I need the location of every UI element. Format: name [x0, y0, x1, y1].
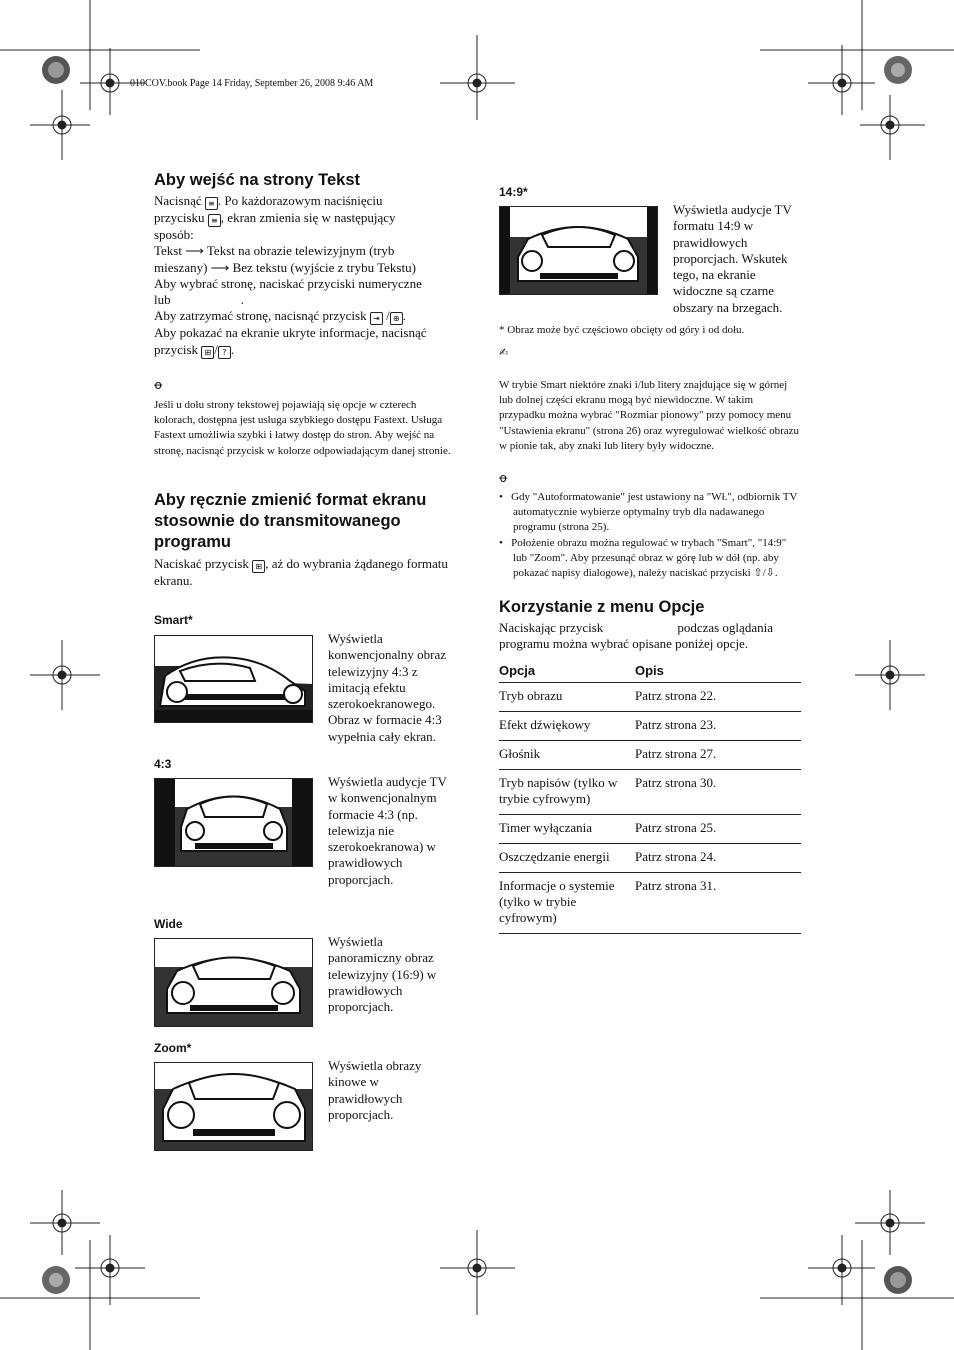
tips-list: [499, 490, 801, 581]
options-intro: Naciskając przycisk podczas oglądania programu można wybrać opisane poniżej opcje.: [499, 620, 773, 652]
wide-image: [154, 938, 313, 1027]
zoom-desc: Wyświetla obrazy kinowe w prawidłowych proporcjach.: [328, 1058, 422, 1122]
smart-image: [154, 635, 313, 723]
format-43-image: [154, 778, 313, 867]
tip-icon: ꝋ: [154, 378, 163, 392]
tip-bullet: • Położenie obrazu można regulować w trybach "Smart", "14:9" lub "Zoom". Aby przesunąć obraz w górę lub w dół (np. aby pokazać napisy dialogowe), należy naciskać przyciski ⇧/⇩.: [499, 536, 787, 580]
zoom-image: [154, 1062, 313, 1151]
format-149-image: [499, 206, 658, 295]
wide-label: Wide: [154, 917, 183, 931]
tip-icon: ꝋ: [499, 471, 508, 485]
format-149-label: 14:9*: [499, 185, 528, 199]
down-arrow-icon: ⇩: [765, 567, 775, 580]
format-43-desc: Wyświetla audycje TV w konwencjonalnym formacie 4:3 (np. telewizja nie szerokoekranowa) w prawidłowych proporcjach.: [328, 774, 447, 887]
arrow-right-icon: ⟶: [210, 259, 230, 275]
table-header-row: [499, 660, 801, 683]
zoom-label: Zoom*: [154, 1041, 192, 1055]
option-name: Efekt dźwiękowy: [499, 712, 635, 741]
option-name: Timer wyłączania: [499, 815, 635, 844]
footnote: * Obraz może być częściowo obcięty od góry i od dołu.: [499, 324, 745, 336]
text-button-icon: ≡: [208, 214, 221, 227]
fastext-tip: Jeśli u dołu strony tekstowej pojawiają się opcje w czterech kolorach, dostępna jest usługa szybkiego dostępu Fastext. Usługa Fastext umożliwia szybki i łatwy dostęp do stron. Aby wejść na stronę, nacisnąć przycisk w kolorze odpowiadającym danej stronie.: [154, 399, 451, 457]
smart-desc: Wyświetla konwencjonalny obraz telewizyjny 4:3 z imitacją efektu szerokoekranowego. Obraz w formacie 4:3 wypełnia cały ekran.: [328, 631, 447, 744]
options-heading: Korzystanie z menu Opcje: [499, 598, 705, 616]
format-heading: Aby ręcznie zmienić format ekranu stosownie do transmitowanego programu: [154, 491, 427, 551]
note-icon: ✍: [499, 346, 509, 359]
option-desc: Patrz strona 31.: [635, 873, 801, 934]
table-row: [499, 770, 801, 815]
table-row: [499, 741, 801, 770]
option-desc: Patrz strona 30.: [635, 770, 801, 815]
format-149-desc: Wyświetla audycje TV formatu 14:9 w prawidłowych proporcjach. Wskutek tego, na ekranie widoczne są czarne obszary na brzegach.: [673, 202, 792, 315]
option-desc: Patrz strona 25.: [635, 815, 801, 844]
table-row: [499, 712, 801, 741]
option-desc: Patrz strona 24.: [635, 844, 801, 873]
table-row: [499, 844, 801, 873]
option-desc: Patrz strona 23.: [635, 712, 801, 741]
options-table: [499, 660, 801, 934]
option-name: Informacje o systemie (tylko w trybie cyfrowym): [499, 873, 635, 934]
smart-mode-note: W trybie Smart niektóre znaki i/lub litery znajdujące się w górnej lub dolnej części ekranu mogą być niewidoczne. W takim przypadku można wybrać "Rozmiar pionowy" przy pomocy menu "Ustawienia ekranu" (strona 26) oraz wyregulować wielkość obrazu w pionie tak, aby znaki lub litery były widoczne.: [499, 379, 800, 452]
table-row: [499, 815, 801, 844]
wide-mode-icon: ⊞: [252, 560, 265, 573]
reveal-button-icon-alt: ?: [218, 346, 231, 359]
option-desc: Patrz strona 27.: [635, 741, 801, 770]
option-name: Głośnik: [499, 741, 635, 770]
format-instruction: Naciskać przycisk ⊞ , aż do wybrania żądanego formatu ekranu.: [154, 556, 448, 588]
hold-button-icon: ⇥: [370, 312, 383, 325]
hold-button-icon-alt: ⊕: [390, 312, 403, 325]
text-instructions: Nacisnąć ≡ . Po każdorazowym naciśnięciu przycisku ≡ , ekran zmienia się w następujący sposób: Tekst ⟶ Tekst na obrazie telewizyjnym (tryb mieszany) ⟶ Bez tekstu (wyjście z trybu Tekstu) Aby wybrać stronę, naciskać przyciski numeryczne lub . Aby zatrzymać stronę, nacisnąć przycisk ⇥ / ⊕ . Aby pokazać na ekranie ukryte informacje, nacisnąć przycisk ⊞ / ? .: [154, 193, 427, 357]
wide-desc: Wyświetla panoramiczny obraz telewizyjny (16:9) w prawidłowych proporcjach.: [328, 934, 437, 1015]
option-name: Oszczędzanie energii: [499, 844, 635, 873]
arrow-right-icon: ⟶: [185, 243, 204, 259]
tip-bullet: • Gdy "Autoformatowanie" jest ustawiony na "Wł.", odbiornik TV automatycznie wybierze optymalny tryb dla nadawanego programu (strona 25).: [499, 491, 798, 534]
option-desc: Patrz strona 22.: [635, 683, 801, 712]
table-row: [499, 873, 801, 934]
header-option: Opcja: [499, 660, 635, 683]
book-header: 010COV.book Page 14 Friday, September 26, 2008 9:46 AM: [130, 78, 374, 89]
option-name: Tryb obrazu: [499, 683, 635, 712]
table-row: [499, 683, 801, 712]
text-heading: Aby wejść na strony Tekst: [154, 171, 361, 189]
up-arrow-icon: ⇧: [753, 567, 763, 580]
format-43-label: 4:3: [154, 757, 172, 771]
option-name: Tryb napisów (tylko w trybie cyfrowym): [499, 770, 635, 815]
header-description: Opis: [635, 660, 801, 683]
text-button-icon: ≡: [205, 197, 218, 210]
smart-label: Smart*: [154, 613, 193, 627]
reveal-button-icon: ⊞: [201, 346, 214, 359]
